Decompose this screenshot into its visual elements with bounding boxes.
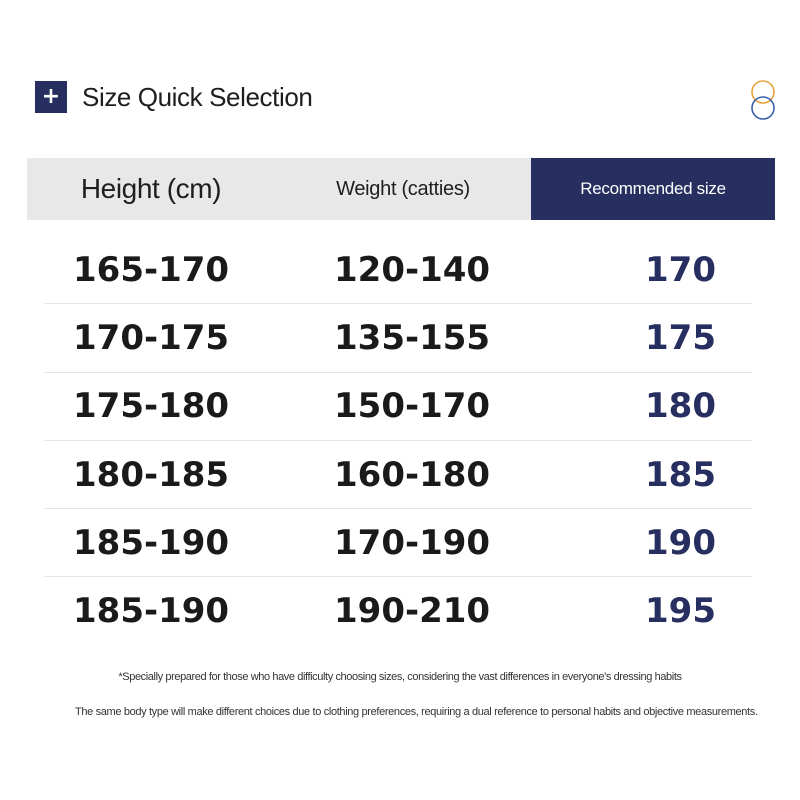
weight-cell: 160-180 bbox=[334, 454, 491, 495]
table-row bbox=[44, 577, 752, 644]
height-cell: 185-190 bbox=[73, 591, 230, 632]
table-row bbox=[44, 441, 752, 509]
weight-cell: 120-140 bbox=[334, 249, 491, 290]
weight-cell: 170-190 bbox=[334, 522, 491, 563]
weight-cell: 135-155 bbox=[334, 317, 491, 358]
column-header-weight: Weight (catties) bbox=[275, 158, 531, 220]
brand-logo-icon bbox=[749, 79, 777, 121]
height-cell: 175-180 bbox=[73, 386, 230, 427]
height-cell: 165-170 bbox=[73, 249, 230, 290]
weight-cell: 150-170 bbox=[334, 386, 491, 427]
size-cell: 190 bbox=[645, 522, 716, 563]
size-cell: 195 bbox=[645, 591, 716, 632]
table-row bbox=[44, 509, 752, 577]
column-header-recommended-size: Recommended size bbox=[531, 158, 775, 220]
size-table bbox=[27, 158, 775, 220]
height-cell: 185-190 bbox=[73, 522, 230, 563]
table-body bbox=[44, 236, 752, 645]
height-cell: 180-185 bbox=[73, 454, 230, 495]
table-row bbox=[44, 373, 752, 441]
height-cell: 170-175 bbox=[73, 317, 230, 358]
footnote-secondary: The same body type will make different choices due to clothing preferences, requiring a dual reference to personal habits and objective measurements. bbox=[75, 706, 758, 718]
column-header-height: Height (cm) bbox=[27, 158, 275, 220]
size-cell: 180 bbox=[645, 386, 716, 427]
table-row bbox=[44, 304, 752, 372]
table-row bbox=[44, 236, 752, 304]
size-cell: 175 bbox=[645, 317, 716, 358]
footnote-primary: *Specially prepared for those who have difficulty choosing sizes, considering the vast differences in everyone's dressing habits bbox=[118, 671, 682, 683]
page-title: Size Quick Selection bbox=[82, 81, 313, 112]
size-cell: 185 bbox=[645, 454, 716, 495]
page-header bbox=[35, 80, 312, 114]
plus-icon: + bbox=[35, 81, 67, 113]
size-cell: 170 bbox=[645, 249, 716, 290]
weight-cell: 190-210 bbox=[334, 591, 491, 632]
table-header bbox=[27, 158, 775, 220]
